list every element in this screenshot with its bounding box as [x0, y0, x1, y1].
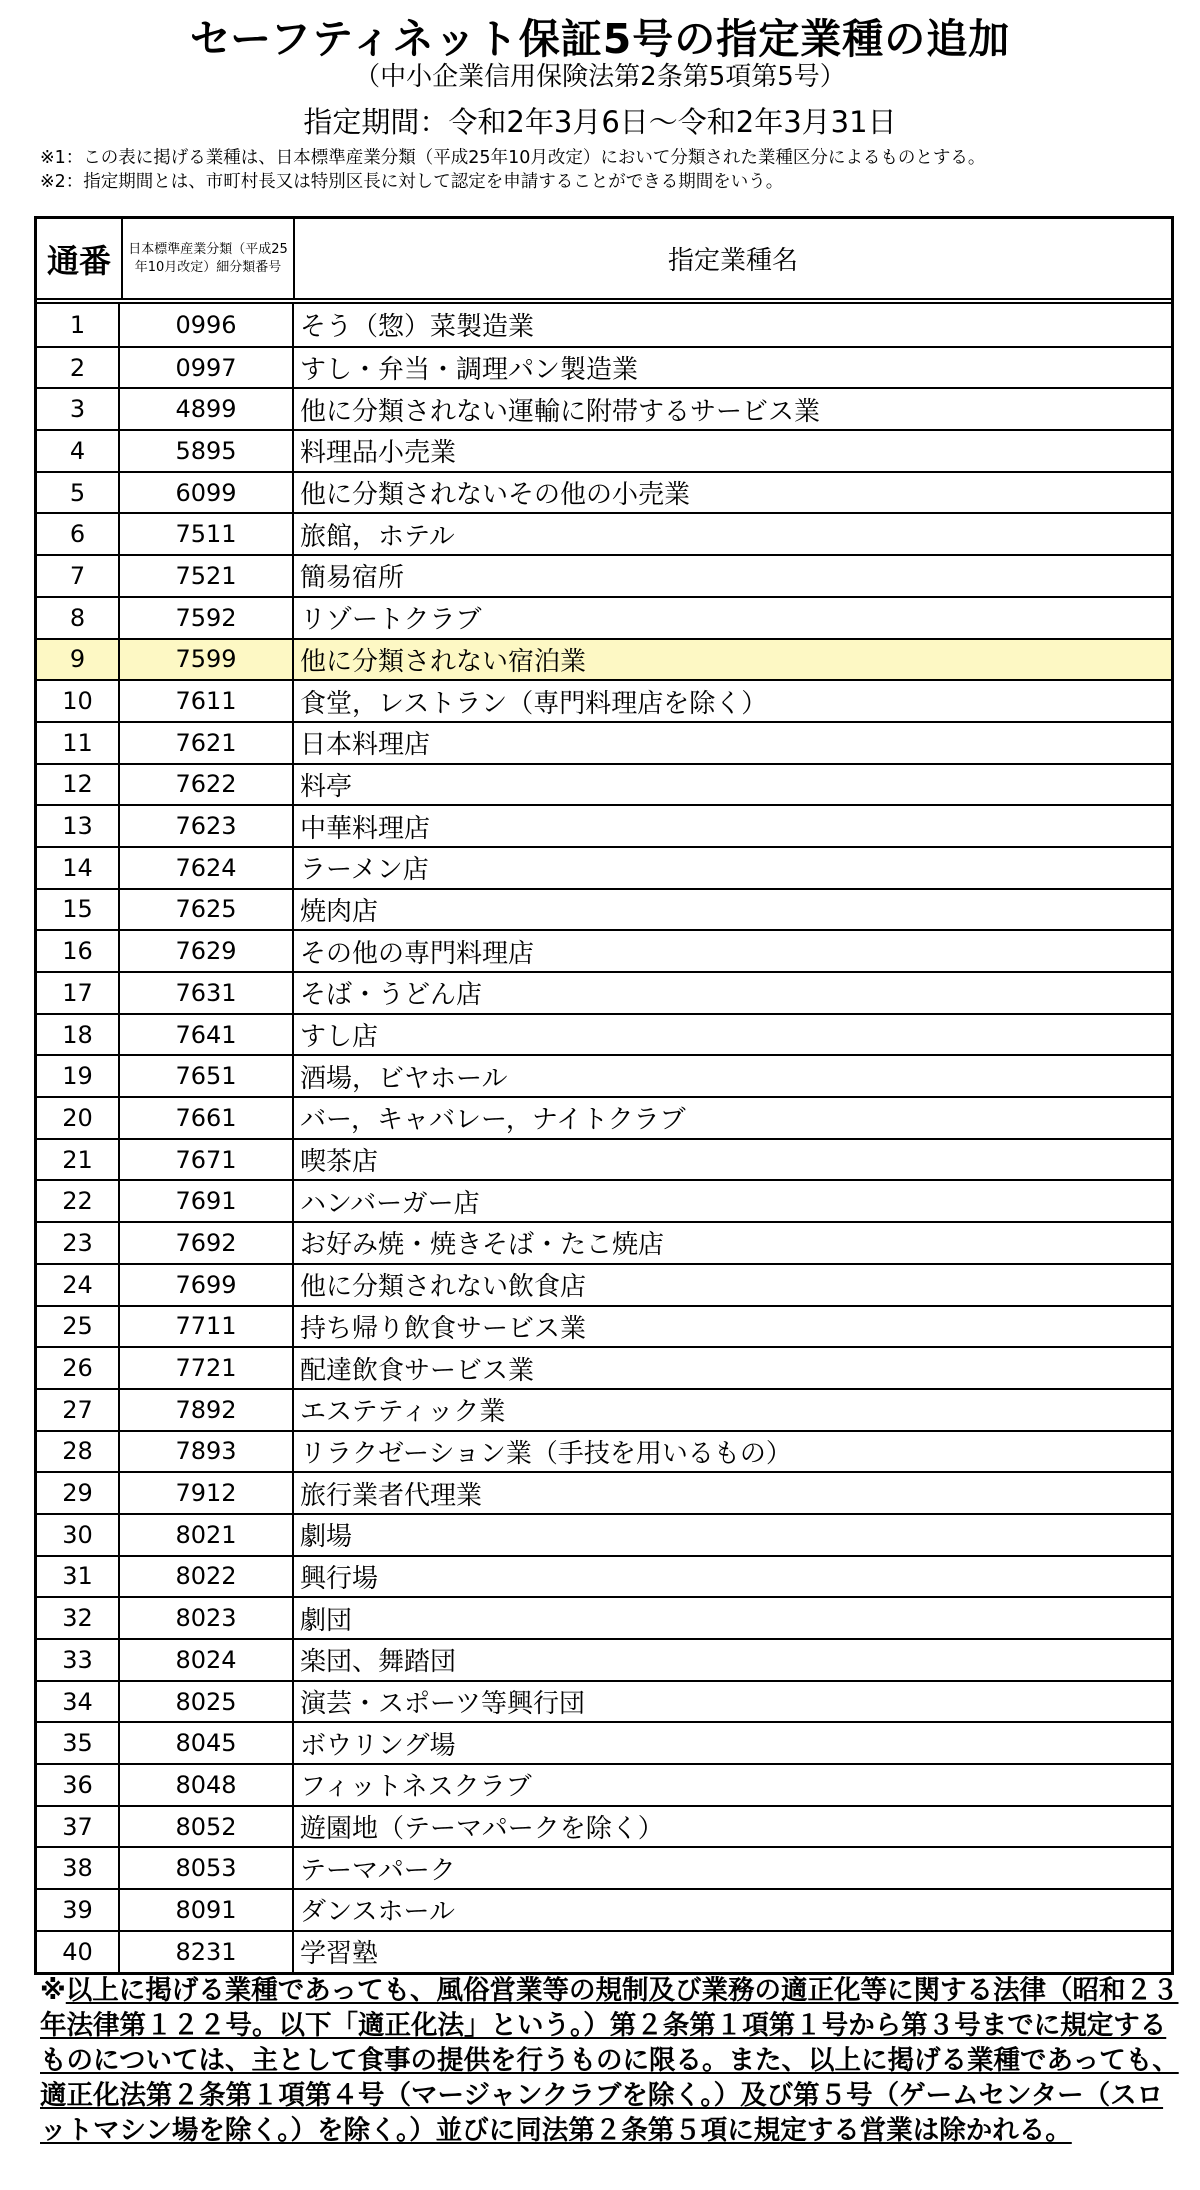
table-row — [37, 1638, 1171, 1680]
row-name: 配達飲食サービス業 — [300, 1355, 535, 1386]
row-name: ラーメン店 — [300, 855, 429, 886]
row-no: 1 — [37, 304, 120, 346]
table-row — [37, 1555, 1171, 1597]
row-name: 学習塾 — [300, 1939, 379, 1970]
row-code: 7629 — [120, 931, 294, 971]
row-code: 7691 — [120, 1181, 294, 1221]
table-row — [37, 1596, 1171, 1638]
table-row — [37, 1805, 1171, 1847]
row-code: 7611 — [120, 681, 294, 721]
row-code: 7692 — [120, 1223, 294, 1263]
row-name: 遊園地（テーマパークを除く） — [300, 1814, 664, 1845]
row-name: 劇団 — [300, 1605, 353, 1636]
row-code: 8021 — [120, 1515, 294, 1555]
table-row — [37, 1680, 1171, 1722]
row-no: 9 — [37, 640, 120, 680]
table-row — [37, 596, 1171, 638]
row-no: 36 — [37, 1765, 120, 1805]
table-row — [37, 1888, 1171, 1930]
row-no: 40 — [37, 1932, 120, 1972]
row-name: 旅行業者代理業 — [300, 1480, 483, 1511]
row-no: 37 — [37, 1807, 120, 1847]
table-row — [37, 1054, 1171, 1096]
row-code: 8022 — [120, 1557, 294, 1597]
row-code: 7624 — [120, 848, 294, 888]
row-no: 10 — [37, 681, 120, 721]
table-row — [37, 471, 1171, 513]
row-no: 19 — [37, 1056, 120, 1096]
row-no: 24 — [37, 1265, 120, 1305]
row-name: 食堂，レストラン（専門料理店を除く） — [300, 688, 768, 719]
table-row — [37, 1305, 1171, 1347]
row-no: 7 — [37, 556, 120, 596]
table-row — [37, 1013, 1171, 1055]
row-name: 酒場，ビヤホール — [300, 1063, 508, 1094]
note-2: ※2：指定期間とは、市町村長又は特別区長に対して認定を申請することができる期間をいう。 — [40, 172, 784, 192]
row-no: 27 — [37, 1390, 120, 1430]
row-name: そば・うどん店 — [300, 980, 483, 1011]
table-row — [37, 1430, 1171, 1472]
row-code: 7721 — [120, 1348, 294, 1388]
table-row — [37, 1096, 1171, 1138]
row-name: お好み焼・焼きそば・たこ焼店 — [300, 1230, 665, 1261]
row-code: 7671 — [120, 1140, 294, 1180]
table-row — [37, 1138, 1171, 1180]
footer-mark: ※ — [40, 1975, 66, 2006]
table-row — [37, 763, 1171, 805]
row-name: リゾートクラブ — [300, 605, 482, 636]
table-row — [37, 638, 1171, 680]
row-name: 他に分類されない飲食店 — [300, 1272, 587, 1303]
row-code: 8053 — [120, 1848, 294, 1888]
row-no: 14 — [37, 848, 120, 888]
row-no: 8 — [37, 598, 120, 638]
table-row — [37, 1930, 1171, 1972]
row-code: 8052 — [120, 1807, 294, 1847]
table-header — [34, 216, 1174, 298]
row-code: 7641 — [120, 1015, 294, 1055]
row-no: 18 — [37, 1015, 120, 1055]
row-no: 12 — [37, 765, 120, 805]
row-name: 劇場 — [300, 1522, 353, 1553]
row-name: 他に分類されない宿泊業 — [300, 646, 587, 677]
row-code: 7622 — [120, 765, 294, 805]
row-name: 日本料理店 — [300, 730, 431, 761]
row-code: 8091 — [120, 1890, 294, 1930]
row-no: 39 — [37, 1890, 120, 1930]
row-no: 15 — [37, 890, 120, 930]
row-code: 7711 — [120, 1307, 294, 1347]
row-name: 持ち帰り飲食サービス業 — [300, 1313, 587, 1344]
row-code: 7621 — [120, 723, 294, 763]
row-no: 31 — [37, 1557, 120, 1597]
table-row — [37, 387, 1171, 429]
table-row — [37, 1721, 1171, 1763]
row-no: 25 — [37, 1307, 120, 1347]
row-code: 7651 — [120, 1056, 294, 1096]
table-row — [37, 1221, 1171, 1263]
row-code: 8023 — [120, 1598, 294, 1638]
row-code: 7631 — [120, 973, 294, 1013]
row-no: 30 — [37, 1515, 120, 1555]
row-code: 7511 — [120, 514, 294, 554]
table-row — [37, 1388, 1171, 1430]
footer-text: 以上に掲げる業種であっても、風俗営業等の規制及び業務の適正化等に関する法律（昭和２３年法律第１２２号。以下「適正化法」という。）第２条第１項第１号から第３号までに規定するものについては、主として食事の提供を行うものに限る。また、以上に掲げる業種であっても、適正化法第２条第１項第４号（マージャンクラブを除く。）及び第５号（ゲームセンター（スロットマシン場を除く。）を除く。）並びに同法第２条第５項に規定する営業は除かれる。 — [40, 1975, 1179, 2146]
table-row — [37, 429, 1171, 471]
row-no: 35 — [37, 1723, 120, 1763]
table-row — [37, 1513, 1171, 1555]
table-row — [37, 1263, 1171, 1305]
row-no: 33 — [37, 1640, 120, 1680]
note-1: ※1：この表に掲げる業種は、日本標準産業分類（平成25年10月改定）において分類された業種区分によるものとする。 — [40, 148, 986, 168]
row-name: その他の専門料理店 — [300, 938, 535, 969]
page-title: セーフティネット保証5号の指定業種の追加 — [189, 15, 1011, 63]
row-code: 7699 — [120, 1265, 294, 1305]
table-row — [37, 1471, 1171, 1513]
row-name: 料理品小売業 — [300, 438, 457, 469]
row-no: 3 — [37, 389, 120, 429]
row-code: 8045 — [120, 1723, 294, 1763]
row-name: ハンバーガー店 — [300, 1188, 480, 1219]
row-name: 興行場 — [300, 1563, 379, 1594]
row-code: 7912 — [120, 1473, 294, 1513]
table-row — [37, 512, 1171, 554]
row-name: 旅館，ホテル — [300, 521, 455, 552]
row-name: リラクゼーション業（手技を用いるもの） — [300, 1438, 792, 1469]
table-row — [37, 554, 1171, 596]
row-name: ダンスホール — [300, 1897, 455, 1928]
table-row — [37, 1763, 1171, 1805]
row-no: 29 — [37, 1473, 120, 1513]
row-code: 8048 — [120, 1765, 294, 1805]
table-row — [37, 804, 1171, 846]
table-body — [34, 304, 1174, 1975]
row-no: 28 — [37, 1432, 120, 1472]
row-name: すし・弁当・調理パン製造業 — [300, 355, 639, 386]
row-code: 7599 — [120, 640, 294, 680]
row-code: 7893 — [120, 1432, 294, 1472]
industry-table — [34, 216, 1174, 1975]
row-code: 6099 — [120, 473, 294, 513]
row-no: 13 — [37, 806, 120, 846]
row-name: 他に分類されないその他の小売業 — [300, 480, 691, 511]
row-no: 17 — [37, 973, 120, 1013]
header-no: 通番 — [37, 219, 123, 298]
row-name: バー，キャバレー，ナイトクラブ — [300, 1105, 686, 1136]
row-no: 11 — [37, 723, 120, 763]
row-code: 8024 — [120, 1640, 294, 1680]
table-row — [37, 971, 1171, 1013]
row-code: 8231 — [120, 1932, 294, 1972]
row-name: フィットネスクラブ — [300, 1772, 532, 1803]
row-name: 中華料理店 — [300, 813, 431, 844]
row-no: 32 — [37, 1598, 120, 1638]
row-name: そう（惣）菜製造業 — [300, 312, 535, 343]
footer-note — [40, 1973, 1180, 2148]
row-no: 20 — [37, 1098, 120, 1138]
table-row — [37, 1179, 1171, 1221]
row-name: テーマパーク — [300, 1855, 456, 1886]
row-name: 料亭 — [300, 771, 353, 802]
row-name: エステティック業 — [300, 1397, 506, 1428]
row-no: 5 — [37, 473, 120, 513]
table-row — [37, 888, 1171, 930]
table-row — [37, 1346, 1171, 1388]
row-name: すし店 — [300, 1022, 379, 1053]
row-name: 他に分類されない運輸に附帯するサービス業 — [300, 396, 821, 427]
table-row — [37, 1846, 1171, 1888]
row-name: 楽団、舞踏団 — [300, 1647, 457, 1678]
table-row — [37, 929, 1171, 971]
row-no: 22 — [37, 1181, 120, 1221]
row-code: 4899 — [120, 389, 294, 429]
page-subtitle: （中小企業信用保険法第2条第5項第5号） — [354, 62, 846, 92]
row-name: 焼肉店 — [300, 896, 379, 927]
row-code: 7625 — [120, 890, 294, 930]
row-code: 7592 — [120, 598, 294, 638]
row-no: 21 — [37, 1140, 120, 1180]
table-row — [37, 721, 1171, 763]
row-no: 23 — [37, 1223, 120, 1263]
table-row — [37, 846, 1171, 888]
row-code: 7661 — [120, 1098, 294, 1138]
row-code: 7521 — [120, 556, 294, 596]
table-row — [37, 679, 1171, 721]
row-code: 7623 — [120, 806, 294, 846]
table-row — [37, 304, 1171, 346]
row-name: ボウリング場 — [300, 1730, 456, 1761]
designation-period: 指定期間：令和2年3月6日～令和2年3月31日 — [303, 105, 897, 139]
row-code: 0996 — [120, 304, 294, 346]
row-code: 8025 — [120, 1682, 294, 1722]
row-code: 7892 — [120, 1390, 294, 1430]
row-no: 4 — [37, 431, 120, 471]
header-code: 日本標準産業分類（平成25年10月改定）細分類番号 — [123, 219, 295, 298]
row-name: 喫茶店 — [300, 1147, 379, 1178]
row-name: 演芸・スポーツ等興行団 — [300, 1689, 585, 1720]
row-no: 16 — [37, 931, 120, 971]
row-no: 26 — [37, 1348, 120, 1388]
header-name: 指定業種名 — [667, 246, 798, 276]
row-no: 6 — [37, 514, 120, 554]
row-code: 5895 — [120, 431, 294, 471]
row-no: 38 — [37, 1848, 120, 1888]
row-name: 簡易宿所 — [300, 563, 405, 594]
table-row — [37, 346, 1171, 388]
row-no: 2 — [37, 348, 120, 388]
row-code: 0997 — [120, 348, 294, 388]
row-no: 34 — [37, 1682, 120, 1722]
